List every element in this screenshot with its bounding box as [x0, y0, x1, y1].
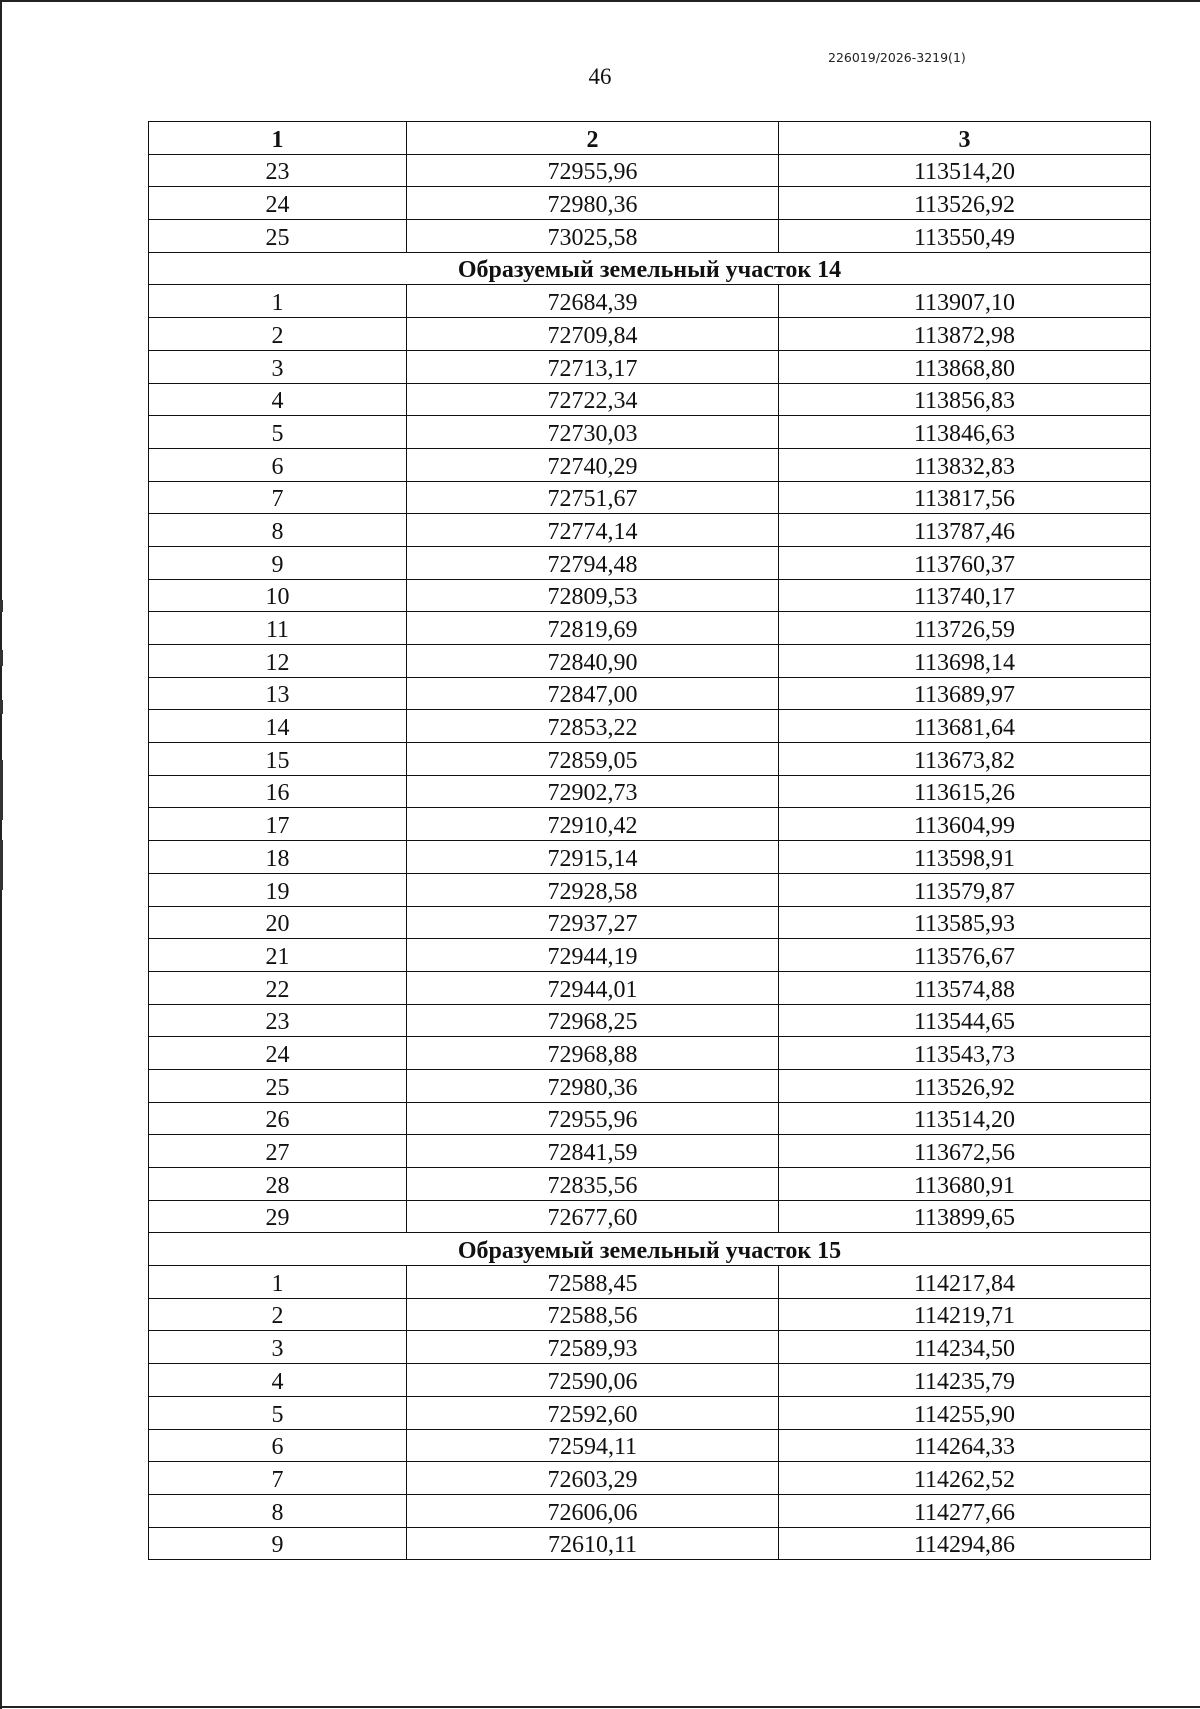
x-coordinate-cell: 72859,05 — [407, 743, 779, 776]
x-coordinate-cell: 72968,25 — [407, 1004, 779, 1037]
x-coordinate-cell: 72590,06 — [407, 1364, 779, 1397]
table-row — [149, 841, 1151, 874]
table-row — [149, 350, 1151, 383]
point-number-cell: 22 — [149, 971, 407, 1004]
point-number-cell: 9 — [149, 1527, 407, 1560]
y-coordinate-cell: 114255,90 — [779, 1396, 1151, 1429]
x-coordinate-cell: 72809,53 — [407, 579, 779, 612]
point-number-cell: 16 — [149, 775, 407, 808]
y-coordinate-cell: 113598,91 — [779, 841, 1151, 874]
x-coordinate-cell: 72819,69 — [407, 612, 779, 645]
margin-scan-mark — [0, 760, 3, 820]
x-coordinate-cell: 72840,90 — [407, 645, 779, 678]
x-coordinate-cell: 72592,60 — [407, 1396, 779, 1429]
table-row — [149, 1331, 1151, 1364]
x-coordinate-cell: 72955,96 — [407, 154, 779, 187]
x-coordinate-cell: 72847,00 — [407, 677, 779, 710]
y-coordinate-cell: 113615,26 — [779, 775, 1151, 808]
point-number-cell: 15 — [149, 743, 407, 776]
y-coordinate-cell: 113544,65 — [779, 1004, 1151, 1037]
x-coordinate-cell: 72684,39 — [407, 285, 779, 318]
x-coordinate-cell: 72955,96 — [407, 1102, 779, 1135]
table-row — [149, 645, 1151, 678]
y-coordinate-cell: 113899,65 — [779, 1200, 1151, 1233]
section-title: Образуемый земельный участок 15 — [149, 1233, 1151, 1266]
table-row — [149, 1462, 1151, 1495]
point-number-cell: 1 — [149, 285, 407, 318]
y-coordinate-cell: 114219,71 — [779, 1298, 1151, 1331]
point-number-cell: 10 — [149, 579, 407, 612]
x-coordinate-cell: 72853,22 — [407, 710, 779, 743]
table-row — [149, 448, 1151, 481]
x-coordinate-cell: 72937,27 — [407, 906, 779, 939]
table-row — [149, 1266, 1151, 1299]
point-number-cell: 28 — [149, 1168, 407, 1201]
y-coordinate-cell: 113673,82 — [779, 743, 1151, 776]
y-coordinate-cell: 113604,99 — [779, 808, 1151, 841]
table-row — [149, 285, 1151, 318]
table-row — [149, 416, 1151, 449]
y-coordinate-cell: 113543,73 — [779, 1037, 1151, 1070]
table-row — [149, 1200, 1151, 1233]
y-coordinate-cell: 114234,50 — [779, 1331, 1151, 1364]
y-coordinate-cell: 113574,88 — [779, 971, 1151, 1004]
document-number: 226019/2026-3219(1) — [828, 50, 966, 65]
y-coordinate-cell: 113907,10 — [779, 285, 1151, 318]
table-row — [149, 743, 1151, 776]
y-coordinate-cell: 113832,83 — [779, 448, 1151, 481]
page-number: 46 — [588, 64, 612, 89]
x-coordinate-cell: 72774,14 — [407, 514, 779, 547]
y-coordinate-cell: 113585,93 — [779, 906, 1151, 939]
table-row — [149, 971, 1151, 1004]
point-number-cell: 14 — [149, 710, 407, 743]
x-coordinate-cell: 72928,58 — [407, 873, 779, 906]
table-body — [149, 154, 1151, 1560]
margin-scan-mark — [0, 600, 3, 612]
x-coordinate-cell: 72588,56 — [407, 1298, 779, 1331]
y-coordinate-cell: 113868,80 — [779, 350, 1151, 383]
point-number-cell: 2 — [149, 318, 407, 351]
point-number-cell: 21 — [149, 939, 407, 972]
point-number-cell: 25 — [149, 220, 407, 253]
table-row — [149, 187, 1151, 220]
table-row — [149, 1527, 1151, 1560]
table-row — [149, 1429, 1151, 1462]
x-coordinate-cell: 72610,11 — [407, 1527, 779, 1560]
point-number-cell: 3 — [149, 350, 407, 383]
column-header-y: 3 — [779, 122, 1151, 155]
point-number-cell: 12 — [149, 645, 407, 678]
x-coordinate-cell: 72713,17 — [407, 350, 779, 383]
point-number-cell: 4 — [149, 1364, 407, 1397]
y-coordinate-cell: 113698,14 — [779, 645, 1151, 678]
x-coordinate-cell: 72980,36 — [407, 1069, 779, 1102]
y-coordinate-cell: 113514,20 — [779, 154, 1151, 187]
point-number-cell: 8 — [149, 514, 407, 547]
table-row — [149, 873, 1151, 906]
y-coordinate-cell: 113680,91 — [779, 1168, 1151, 1201]
y-coordinate-cell: 113689,97 — [779, 677, 1151, 710]
y-coordinate-cell: 113681,64 — [779, 710, 1151, 743]
y-coordinate-cell: 113787,46 — [779, 514, 1151, 547]
table-row — [149, 1494, 1151, 1527]
x-coordinate-cell: 72794,48 — [407, 546, 779, 579]
point-number-cell: 20 — [149, 906, 407, 939]
point-number-cell: 2 — [149, 1298, 407, 1331]
table-row — [149, 710, 1151, 743]
table-header-row — [149, 122, 1151, 155]
column-header-number: 1 — [149, 122, 407, 155]
x-coordinate-cell: 72588,45 — [407, 1266, 779, 1299]
table-row — [149, 1102, 1151, 1135]
y-coordinate-cell: 113726,59 — [779, 612, 1151, 645]
point-number-cell: 23 — [149, 1004, 407, 1037]
point-number-cell: 11 — [149, 612, 407, 645]
table-row — [149, 612, 1151, 645]
y-coordinate-cell: 114217,84 — [779, 1266, 1151, 1299]
x-coordinate-cell: 72944,01 — [407, 971, 779, 1004]
y-coordinate-cell: 114277,66 — [779, 1494, 1151, 1527]
table-row — [149, 514, 1151, 547]
margin-scan-mark — [0, 840, 3, 890]
table-row — [149, 1037, 1151, 1070]
table-row — [149, 775, 1151, 808]
y-coordinate-cell: 113846,63 — [779, 416, 1151, 449]
y-coordinate-cell: 113514,20 — [779, 1102, 1151, 1135]
y-coordinate-cell: 113760,37 — [779, 546, 1151, 579]
table-row — [149, 579, 1151, 612]
point-number-cell: 23 — [149, 154, 407, 187]
table-row — [149, 481, 1151, 514]
point-number-cell: 27 — [149, 1135, 407, 1168]
point-number-cell: 5 — [149, 1396, 407, 1429]
x-coordinate-cell: 72589,93 — [407, 1331, 779, 1364]
x-coordinate-cell: 72944,19 — [407, 939, 779, 972]
x-coordinate-cell: 72910,42 — [407, 808, 779, 841]
point-number-cell: 8 — [149, 1494, 407, 1527]
table-row — [149, 906, 1151, 939]
point-number-cell: 24 — [149, 187, 407, 220]
table-row — [149, 220, 1151, 253]
table-row — [149, 1069, 1151, 1102]
table-row — [149, 808, 1151, 841]
coordinates-table — [148, 121, 1151, 1560]
table-row — [149, 318, 1151, 351]
margin-scan-mark — [0, 650, 3, 666]
x-coordinate-cell: 72594,11 — [407, 1429, 779, 1462]
x-coordinate-cell: 72722,34 — [407, 383, 779, 416]
table-row — [149, 1168, 1151, 1201]
x-coordinate-cell: 72677,60 — [407, 1200, 779, 1233]
table-row — [149, 1004, 1151, 1037]
section-row — [149, 1233, 1151, 1266]
table-row — [149, 939, 1151, 972]
y-coordinate-cell: 113550,49 — [779, 220, 1151, 253]
point-number-cell: 29 — [149, 1200, 407, 1233]
x-coordinate-cell: 72751,67 — [407, 481, 779, 514]
y-coordinate-cell: 113526,92 — [779, 1069, 1151, 1102]
point-number-cell: 7 — [149, 1462, 407, 1495]
point-number-cell: 17 — [149, 808, 407, 841]
y-coordinate-cell: 114235,79 — [779, 1364, 1151, 1397]
table-row — [149, 1135, 1151, 1168]
y-coordinate-cell: 113740,17 — [779, 579, 1151, 612]
y-coordinate-cell: 113526,92 — [779, 187, 1151, 220]
y-coordinate-cell: 113856,83 — [779, 383, 1151, 416]
point-number-cell: 9 — [149, 546, 407, 579]
point-number-cell: 5 — [149, 416, 407, 449]
y-coordinate-cell: 113872,98 — [779, 318, 1151, 351]
point-number-cell: 6 — [149, 1429, 407, 1462]
x-coordinate-cell: 73025,58 — [407, 220, 779, 253]
x-coordinate-cell: 72740,29 — [407, 448, 779, 481]
y-coordinate-cell: 113576,67 — [779, 939, 1151, 972]
y-coordinate-cell: 113579,87 — [779, 873, 1151, 906]
y-coordinate-cell: 114294,86 — [779, 1527, 1151, 1560]
x-coordinate-cell: 72841,59 — [407, 1135, 779, 1168]
x-coordinate-cell: 72902,73 — [407, 775, 779, 808]
page-border-bottom — [0, 1706, 1200, 1708]
point-number-cell: 24 — [149, 1037, 407, 1070]
x-coordinate-cell: 72606,06 — [407, 1494, 779, 1527]
point-number-cell: 19 — [149, 873, 407, 906]
x-coordinate-cell: 72980,36 — [407, 187, 779, 220]
table-row — [149, 154, 1151, 187]
x-coordinate-cell: 72968,88 — [407, 1037, 779, 1070]
point-number-cell: 1 — [149, 1266, 407, 1299]
point-number-cell: 7 — [149, 481, 407, 514]
column-header-x: 2 — [407, 122, 779, 155]
x-coordinate-cell: 72709,84 — [407, 318, 779, 351]
section-title: Образуемый земельный участок 14 — [149, 252, 1151, 285]
point-number-cell: 3 — [149, 1331, 407, 1364]
point-number-cell: 25 — [149, 1069, 407, 1102]
point-number-cell: 4 — [149, 383, 407, 416]
point-number-cell: 13 — [149, 677, 407, 710]
y-coordinate-cell: 113817,56 — [779, 481, 1151, 514]
y-coordinate-cell: 114264,33 — [779, 1429, 1151, 1462]
x-coordinate-cell: 72603,29 — [407, 1462, 779, 1495]
y-coordinate-cell: 113672,56 — [779, 1135, 1151, 1168]
x-coordinate-cell: 72730,03 — [407, 416, 779, 449]
table-row — [149, 546, 1151, 579]
table-row — [149, 1298, 1151, 1331]
page-border-top — [0, 0, 1200, 2]
table-row — [149, 1364, 1151, 1397]
point-number-cell: 26 — [149, 1102, 407, 1135]
point-number-cell: 6 — [149, 448, 407, 481]
section-row — [149, 252, 1151, 285]
margin-scan-mark — [0, 700, 3, 714]
y-coordinate-cell: 114262,52 — [779, 1462, 1151, 1495]
point-number-cell: 18 — [149, 841, 407, 874]
table-row — [149, 1396, 1151, 1429]
x-coordinate-cell: 72835,56 — [407, 1168, 779, 1201]
table-row — [149, 383, 1151, 416]
table-row — [149, 677, 1151, 710]
x-coordinate-cell: 72915,14 — [407, 841, 779, 874]
